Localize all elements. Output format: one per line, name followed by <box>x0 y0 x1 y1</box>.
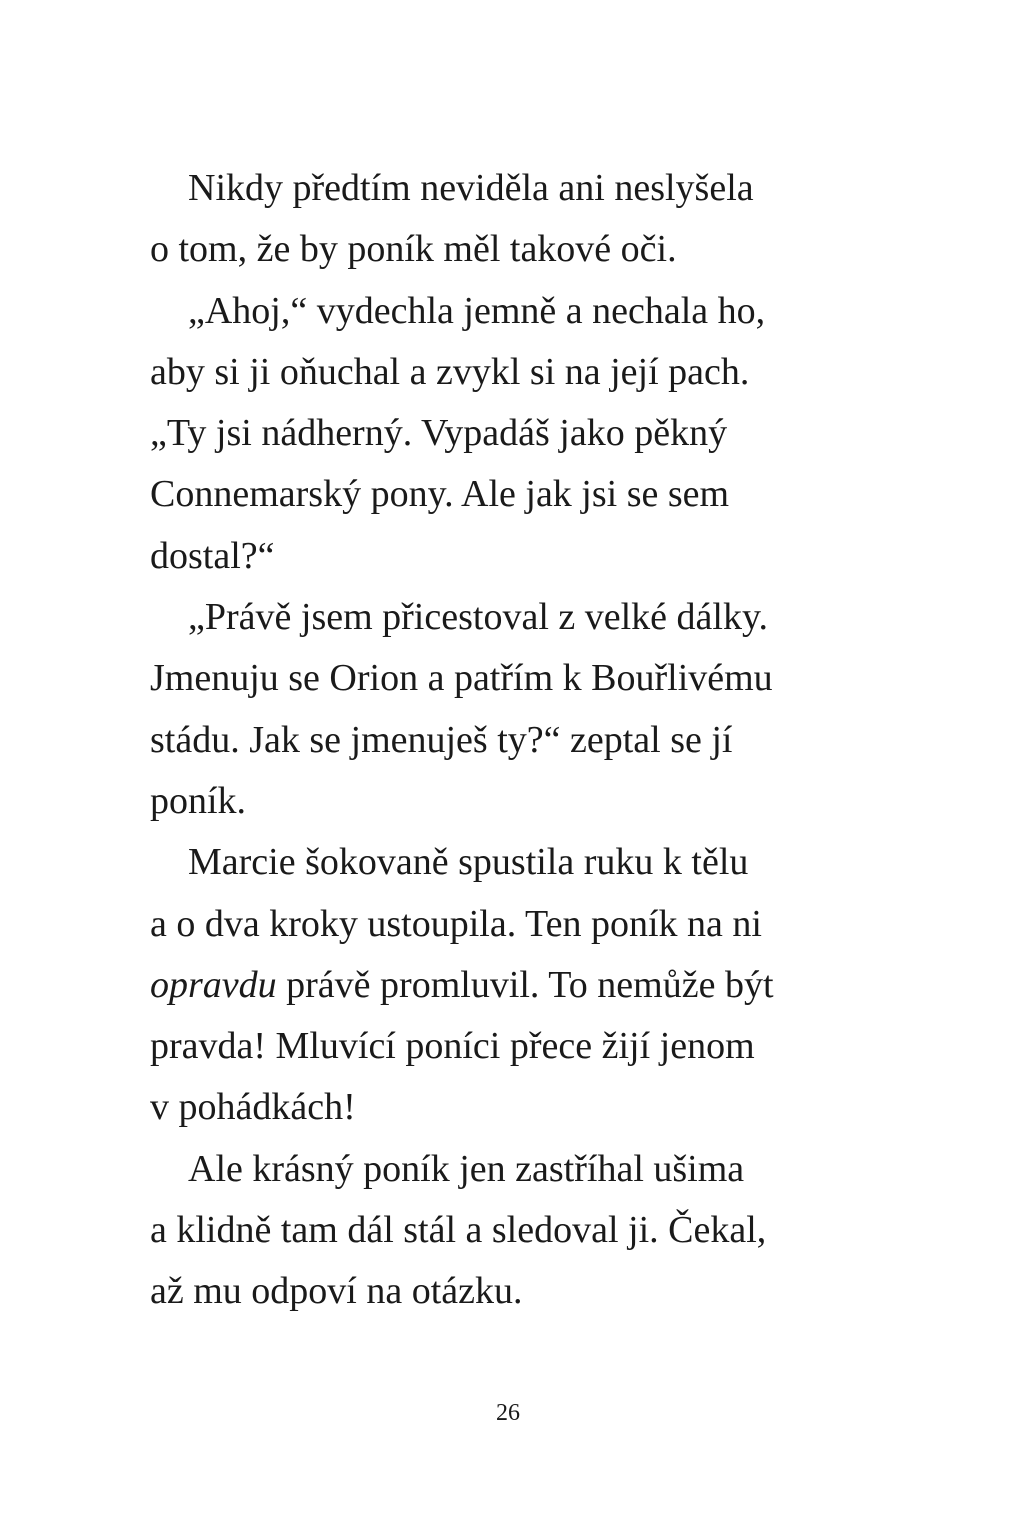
page-number: 26 <box>496 1400 520 1426</box>
text-line: a klidně tam dál stál a sledoval ji. Čekal, <box>150 1209 767 1252</box>
text-line: až mu odpoví na otázku. <box>150 1270 523 1313</box>
text-line: Nikdy předtím neviděla ani neslyšela <box>188 167 754 209</box>
text-line: pravda! Mluvící poníci přece žijí jenom <box>150 1025 755 1068</box>
text-line: poník. <box>150 779 247 822</box>
text-line: Marcie šokovaně spustila ruku k tělu <box>188 841 749 884</box>
text-line: „Právě jsem přicestoval z velké dálky. <box>188 596 768 639</box>
text-line: aby si ji oňuchal a zvykl si na její pach. <box>150 350 750 393</box>
text-line: a o dva kroky ustoupila. Ten poník na ni <box>150 902 762 945</box>
text-fragment: právě promluvil. To nemůže být <box>276 963 774 1006</box>
body-text <box>150 158 910 1323</box>
text-line: v pohádkách! <box>150 1086 356 1129</box>
text-line: „Ahoj,“ vydechla jemně a nechala ho, <box>188 289 766 332</box>
text-line: dostal?“ <box>150 534 275 577</box>
text-line: Jmenuju se Orion a patřím k Bouřlivému <box>150 657 773 700</box>
text-line: o tom, že by poník měl takové oči. <box>150 228 677 271</box>
italic-word: opravdu <box>150 963 277 1006</box>
text-line: Ale krásný poník jen zastříhal ušima <box>188 1147 745 1190</box>
text-line: „Ty jsi nádherný. Vypadáš jako pěkný <box>150 412 728 455</box>
text-line: stádu. Jak se jmenuješ ty?“ zeptal se jí <box>150 718 733 761</box>
text-line-with-italic <box>150 955 910 1016</box>
text-line: Connemarský pony. Ale jak jsi se sem <box>150 473 730 516</box>
